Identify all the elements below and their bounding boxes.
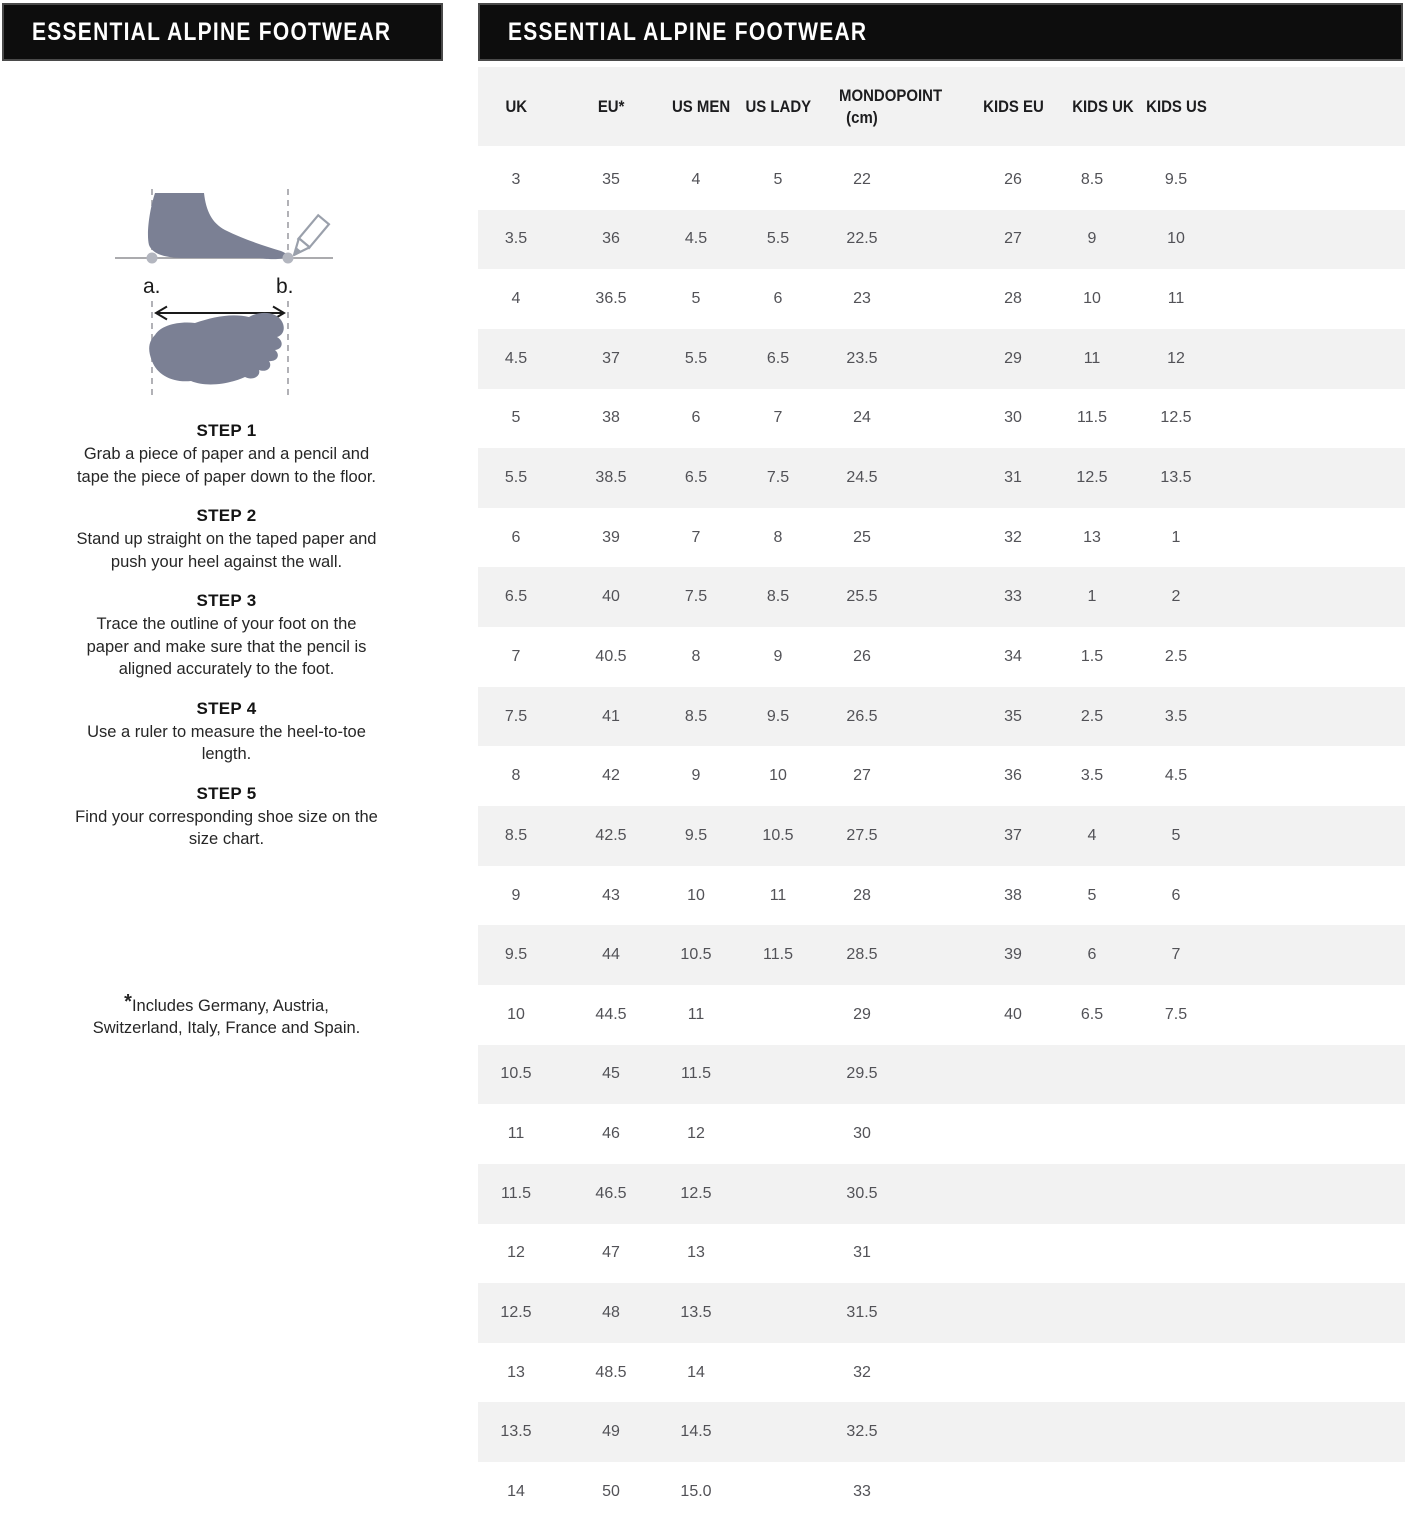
table-cell: 13 [1083, 528, 1101, 546]
table-cell: 46 [602, 1125, 620, 1143]
table-row [478, 1045, 1405, 1105]
table-cell: 50 [602, 1482, 620, 1500]
table-cell: 6 [773, 290, 783, 308]
table-cell: 1.5 [1080, 647, 1104, 665]
table-cell: 12 [1167, 349, 1185, 367]
table-cell: 5.5 [766, 230, 790, 248]
table-cell: 9.5 [1164, 170, 1188, 188]
table-cell: 38 [1004, 886, 1022, 904]
table-cell: 5 [1087, 886, 1097, 904]
table-cell: 8.5 [1080, 170, 1104, 188]
table-cell: 10 [1167, 230, 1185, 248]
table-row [478, 1283, 1405, 1343]
step-5 [75, 784, 378, 851]
column-header-kids-eu: KIDS EU [982, 96, 1044, 116]
table-cell: 7 [511, 647, 521, 665]
eu-footnote [85, 990, 368, 1039]
table-cell: 12 [507, 1244, 525, 1262]
table-cell: 44 [602, 946, 620, 964]
table-cell: 11.5 [763, 946, 793, 964]
step-3 [75, 591, 378, 681]
table-row [478, 687, 1405, 747]
step-2-body: Stand up straight on the taped paper and push your heel against the wall. [76, 530, 377, 571]
table-cell: 45 [602, 1065, 620, 1083]
table-panel-title-bar [478, 3, 1403, 61]
pencil-icon [289, 215, 329, 259]
table-cell: 8 [773, 528, 783, 546]
column-header-mondopoint: MONDOPOINT (cm) [839, 85, 943, 127]
table-cell: 11 [769, 886, 787, 904]
table-row [478, 1402, 1405, 1462]
table-row [478, 985, 1405, 1045]
table-cell: 7.5 [766, 469, 790, 487]
table-cell: 26 [853, 647, 871, 665]
table-cell: 10 [687, 886, 705, 904]
table-cell: 31 [1004, 469, 1022, 487]
step-3-body: Trace the outline of your foot on the paper and make sure that the pencil is aligned accurately to the foot. [86, 615, 367, 678]
table-cell: 35 [1004, 707, 1022, 725]
table-cell: 28.5 [846, 946, 878, 964]
table-cell: 4 [1087, 826, 1097, 844]
table-cell: 41 [602, 707, 620, 725]
table-cell: 31 [853, 1244, 871, 1262]
table-cell: 6.5 [766, 349, 790, 367]
table-cell: 37 [1004, 826, 1022, 844]
column-header-us-men: US MEN [671, 96, 731, 116]
table-cell: 4.5 [504, 349, 528, 367]
table-cell: 5 [691, 290, 701, 308]
table-cell: 39 [1004, 946, 1022, 964]
table-row [478, 448, 1405, 508]
table-cell: 30 [853, 1125, 871, 1143]
table-row [478, 1164, 1405, 1224]
table-cell: 5 [1171, 826, 1181, 844]
table-cell: 11 [1083, 349, 1101, 367]
table-cell: 7 [1171, 946, 1181, 964]
table-cell: 27.5 [846, 826, 878, 844]
table-cell: 12.5 [500, 1303, 532, 1321]
table-cell: 11 [507, 1125, 525, 1143]
table-panel-title: ESSENTIAL ALPINE FOOTWEAR [508, 17, 868, 46]
table-cell: 26.5 [846, 707, 878, 725]
table-row [478, 866, 1405, 926]
mondopoint-unit: (cm) [846, 107, 878, 127]
table-cell: 14 [507, 1482, 525, 1500]
step-2-title: STEP 2 [196, 506, 257, 525]
table-cell: 30.5 [846, 1184, 878, 1202]
step-3-title: STEP 3 [196, 591, 257, 610]
table-cell: 13.5 [500, 1423, 532, 1441]
footnote-asterisk: * [124, 990, 132, 1013]
table-cell: 4 [511, 290, 521, 308]
table-cell: 14.5 [680, 1423, 712, 1441]
footnote-text: Includes Germany, Austria, Switzerland, Italy, France and Spain. [92, 996, 361, 1037]
table-cell: 14 [687, 1363, 705, 1381]
table-cell: 2 [1171, 588, 1181, 606]
table-cell: 13 [687, 1244, 705, 1262]
left-panel-title: ESSENTIAL ALPINE FOOTWEAR [32, 17, 392, 46]
table-cell: 4.5 [684, 230, 708, 248]
table-cell: 10 [507, 1005, 525, 1023]
table-cell: 1 [1087, 588, 1097, 606]
table-cell: 9 [691, 767, 701, 785]
table-cell: 8.5 [504, 826, 528, 844]
label-a: a. [143, 275, 161, 298]
column-header-eu: EU* [597, 96, 625, 116]
table-cell: 10.5 [500, 1065, 532, 1083]
table-cell: 6.5 [1080, 1005, 1104, 1023]
table-cell: 6.5 [504, 588, 528, 606]
table-cell: 11.5 [501, 1184, 531, 1202]
table-cell: 13.5 [1160, 469, 1192, 487]
table-cell: 24.5 [846, 469, 878, 487]
table-cell: 6 [511, 528, 521, 546]
left-panel-title-bar [2, 3, 443, 61]
table-cell: 38.5 [595, 469, 627, 487]
table-cell: 9 [1087, 230, 1097, 248]
table-row [478, 269, 1405, 329]
table-cell: 2.5 [1080, 707, 1104, 725]
table-cell: 10 [769, 767, 787, 785]
table-cell: 22.5 [846, 230, 878, 248]
table-row [478, 806, 1405, 866]
table-cell: 3.5 [1164, 707, 1188, 725]
table-cell: 12.5 [1160, 409, 1192, 427]
table-cell: 3.5 [1080, 767, 1104, 785]
table-cell: 9.5 [766, 707, 790, 725]
footprint-silhouette [149, 313, 284, 385]
table-cell: 6 [1171, 886, 1181, 904]
table-cell: 12.5 [1076, 469, 1108, 487]
table-row [478, 1104, 1405, 1164]
table-cell: 32 [1004, 528, 1022, 546]
step-4-body: Use a ruler to measure the heel-to-toe length. [87, 722, 366, 763]
table-row [478, 150, 1405, 210]
table-row [478, 1343, 1405, 1403]
table-cell: 12.5 [680, 1184, 712, 1202]
toe-marker-dot [283, 253, 294, 264]
size-table-body [478, 150, 1405, 1522]
table-cell: 35 [602, 170, 620, 188]
table-cell: 29 [1004, 349, 1022, 367]
table-cell: 8.5 [766, 588, 790, 606]
table-cell: 10.5 [680, 946, 712, 964]
table-cell: 28 [1004, 290, 1022, 308]
table-row [478, 1224, 1405, 1284]
table-cell: 7 [691, 528, 701, 546]
table-row [478, 389, 1405, 449]
label-b: b. [276, 275, 294, 298]
table-cell: 10 [1083, 290, 1101, 308]
table-row [478, 1462, 1405, 1522]
table-cell: 12 [687, 1125, 705, 1143]
table-cell: 4 [691, 170, 701, 188]
table-cell: 11 [1167, 290, 1185, 308]
table-cell: 32 [853, 1363, 871, 1381]
table-row [478, 508, 1405, 568]
table-cell: 2.5 [1164, 647, 1188, 665]
table-cell: 46.5 [595, 1184, 627, 1202]
table-cell: 27 [853, 767, 871, 785]
table-cell: 44.5 [595, 1005, 627, 1023]
table-cell: 24 [853, 409, 871, 427]
foot-measurement-diagram [55, 183, 415, 428]
table-cell: 38 [602, 409, 620, 427]
step-1 [75, 421, 378, 488]
table-cell: 33 [853, 1482, 871, 1500]
table-cell: 40.5 [595, 647, 627, 665]
table-row [478, 925, 1405, 985]
table-cell: 1 [1171, 528, 1181, 546]
table-cell: 25.5 [846, 588, 878, 606]
table-cell: 33 [1004, 588, 1022, 606]
table-cell: 4.5 [1164, 767, 1188, 785]
step-2 [75, 506, 378, 573]
table-cell: 11 [687, 1005, 705, 1023]
step-4 [75, 699, 378, 766]
table-cell: 7.5 [1164, 1005, 1188, 1023]
table-row [478, 567, 1405, 627]
table-cell: 36.5 [595, 290, 627, 308]
table-cell: 5.5 [504, 469, 528, 487]
column-header-kids-uk: KIDS UK [1072, 96, 1134, 116]
column-header-uk: UK [505, 96, 527, 116]
step-5-title: STEP 5 [196, 783, 257, 803]
table-cell: 36 [1004, 767, 1022, 785]
table-cell: 37 [602, 349, 620, 367]
table-cell: 3.5 [504, 230, 528, 248]
table-cell: 9.5 [504, 946, 528, 964]
table-cell: 23 [853, 290, 871, 308]
table-cell: 29.5 [846, 1065, 878, 1083]
column-header-kids-us: KIDS US [1145, 96, 1207, 116]
table-cell: 25 [853, 528, 871, 546]
table-cell: 36 [602, 230, 620, 248]
table-cell: 5.5 [684, 349, 708, 367]
measurement-steps [75, 421, 378, 869]
table-cell: 23.5 [846, 349, 878, 367]
table-cell: 40 [602, 588, 620, 606]
table-cell: 48 [602, 1303, 620, 1321]
step-5-body: Find your corresponding shoe size on the size chart. [75, 807, 378, 848]
size-table-header-row [478, 67, 1405, 146]
table-row [478, 329, 1405, 389]
column-header-us-lady: US LADY [745, 96, 811, 116]
table-cell: 6 [1087, 946, 1097, 964]
table-cell: 43 [602, 886, 620, 904]
table-cell: 39 [602, 528, 620, 546]
table-cell: 3 [511, 170, 521, 188]
table-cell: 13 [507, 1363, 525, 1381]
table-cell: 28 [853, 886, 871, 904]
table-cell: 8.5 [684, 707, 708, 725]
table-cell: 47 [602, 1244, 620, 1262]
table-cell: 8 [511, 767, 521, 785]
table-cell: 11.5 [681, 1065, 711, 1083]
table-cell: 5 [773, 170, 783, 188]
table-cell: 8 [691, 647, 701, 665]
table-cell: 15.0 [680, 1482, 712, 1500]
table-cell: 9 [773, 647, 783, 665]
table-cell: 34 [1004, 647, 1022, 665]
table-cell: 9.5 [684, 826, 708, 844]
table-row [478, 746, 1405, 806]
table-cell: 26 [1004, 170, 1022, 188]
table-cell: 7.5 [684, 588, 708, 606]
table-cell: 22 [853, 170, 871, 188]
table-cell: 49 [602, 1423, 620, 1441]
table-cell: 29 [853, 1005, 871, 1023]
table-row [478, 210, 1405, 270]
table-cell: 11.5 [1077, 409, 1107, 427]
table-cell: 48.5 [595, 1363, 627, 1381]
table-cell: 32.5 [846, 1423, 878, 1441]
step-4-title: STEP 4 [196, 698, 257, 718]
table-cell: 5 [511, 409, 521, 427]
table-cell: 7.5 [504, 707, 528, 725]
table-cell: 6.5 [684, 469, 708, 487]
table-cell: 42.5 [595, 826, 627, 844]
table-cell: 10.5 [762, 826, 794, 844]
table-cell: 42 [602, 767, 620, 785]
step-1-body: Grab a piece of paper and a pencil and tape the piece of paper down to the floor. [76, 445, 377, 486]
step-1-title: STEP 1 [196, 421, 257, 440]
table-cell: 7 [773, 409, 783, 427]
foot-side-silhouette [148, 193, 287, 259]
table-cell: 30 [1004, 409, 1022, 427]
table-row [478, 627, 1405, 687]
table-cell: 9 [511, 886, 521, 904]
heel-marker-dot [147, 253, 158, 264]
table-cell: 40 [1004, 1005, 1022, 1023]
table-cell: 31.5 [846, 1303, 878, 1321]
table-cell: 27 [1004, 230, 1022, 248]
table-cell: 6 [691, 409, 701, 427]
table-cell: 13.5 [680, 1303, 712, 1321]
